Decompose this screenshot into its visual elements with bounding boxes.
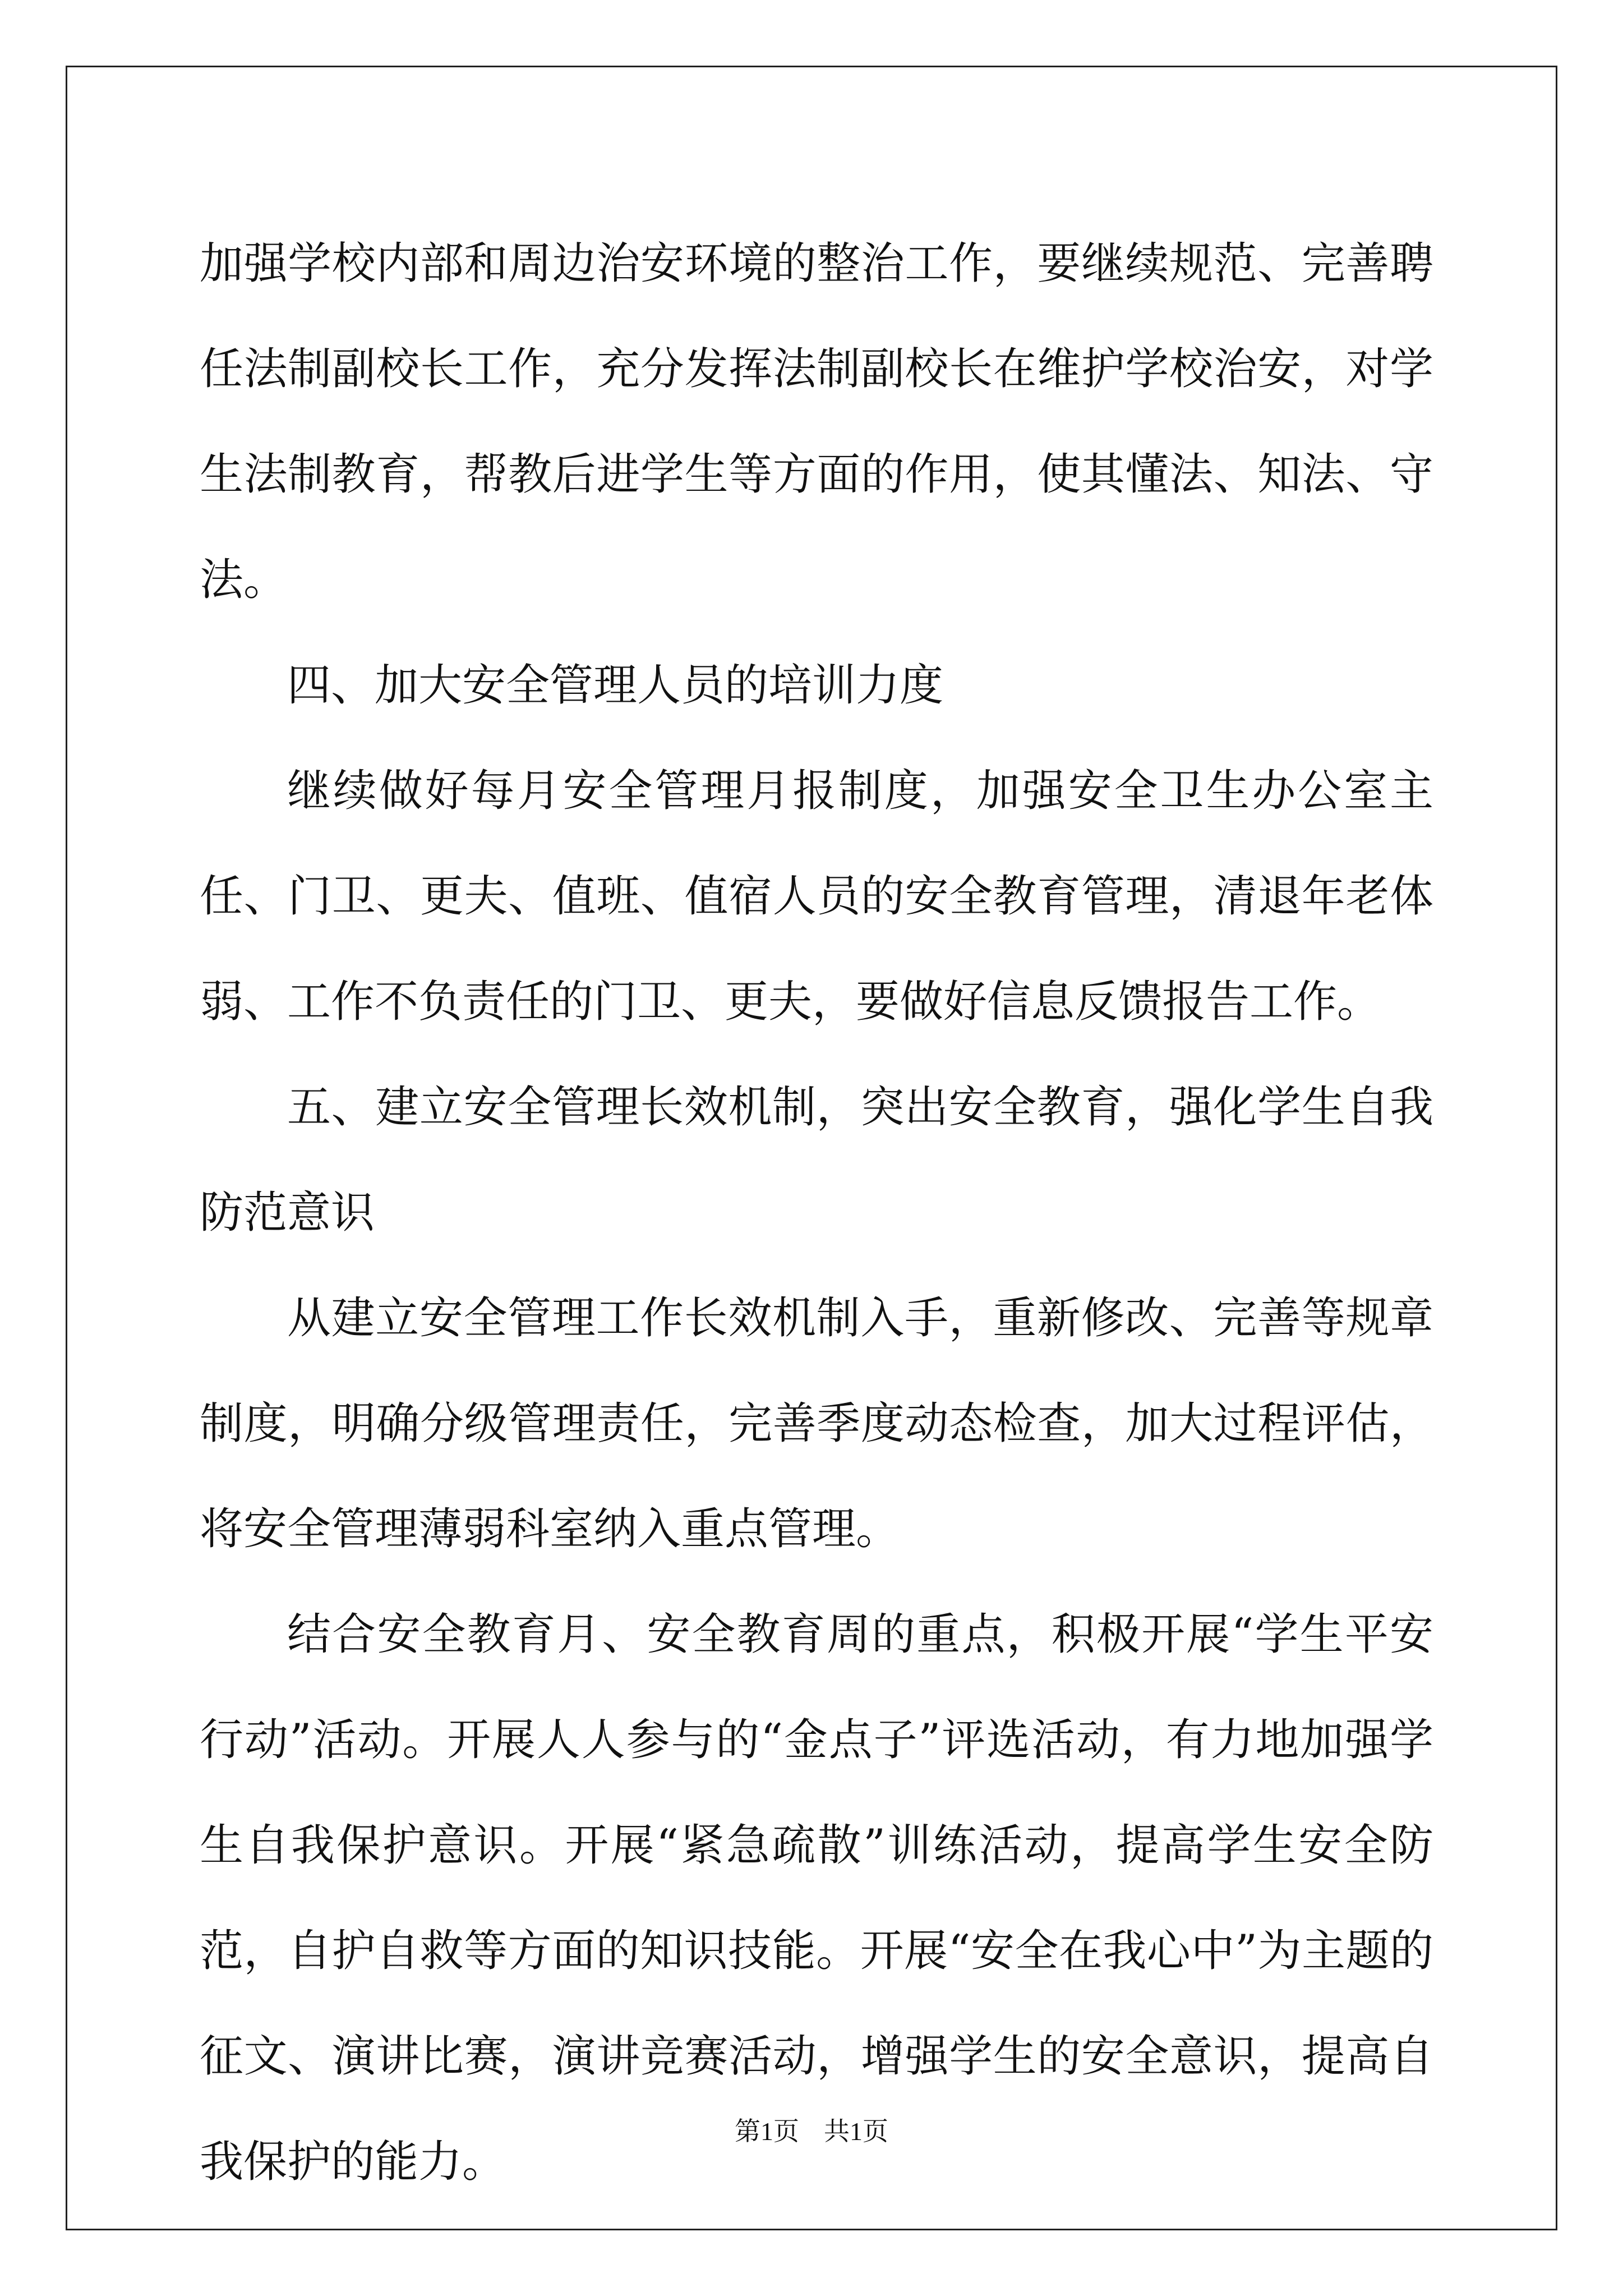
paragraph: 结合安全教育月、安全教育周的重点，积极开展“学生平安行动”活动。开展人人参与的“金点子”评选活动，有力地加强学生自我保护意识。开展“紧急疏散”训练活动，提高学生安全防范，自护自救等方面的知识技能。开展“安全在我心中”为主题的征文、演讲比赛，演讲竞赛活动，增强学生的安全意识，提高自我保护的能力。 (200, 1609, 1433, 2187)
paragraph: 继续做好每月安全管理月报制度，加强安全卫生办公室主任、门卫、更夫、值班、值宿人员的安全教育管理，清退年老体弱、工作不负责任的门卫、更夫，要做好信息反馈报告工作。 (200, 766, 1433, 1027)
paragraph: 加强学校内部和周边治安环境的整治工作，要继续规范、完善聘任法制副校长工作，充分发挥法制副校长在维护学校治安，对学生法制教育，帮教后进学生等方面的作用，使其懂法、知法、守法。 (200, 238, 1433, 605)
section-heading: 四、加大安全管理人员的培训力度 (287, 660, 944, 711)
page-total: 共1页 (824, 2117, 888, 2146)
section-heading: 五、建立安全管理长效机制，突出安全教育，强化学生自我防范意识 (200, 1082, 1433, 1238)
page-number: 第1页 (735, 2117, 799, 2146)
page-footer (0, 2115, 1623, 2148)
document-body (200, 211, 1433, 2215)
paragraph: 从建立安全管理工作长效机制入手，重新修改、完善等规章制度，明确分级管理责任，完善季度动态检查，加大过程评估，将安全管理薄弱科室纳入重点管理。 (200, 1293, 1433, 1554)
